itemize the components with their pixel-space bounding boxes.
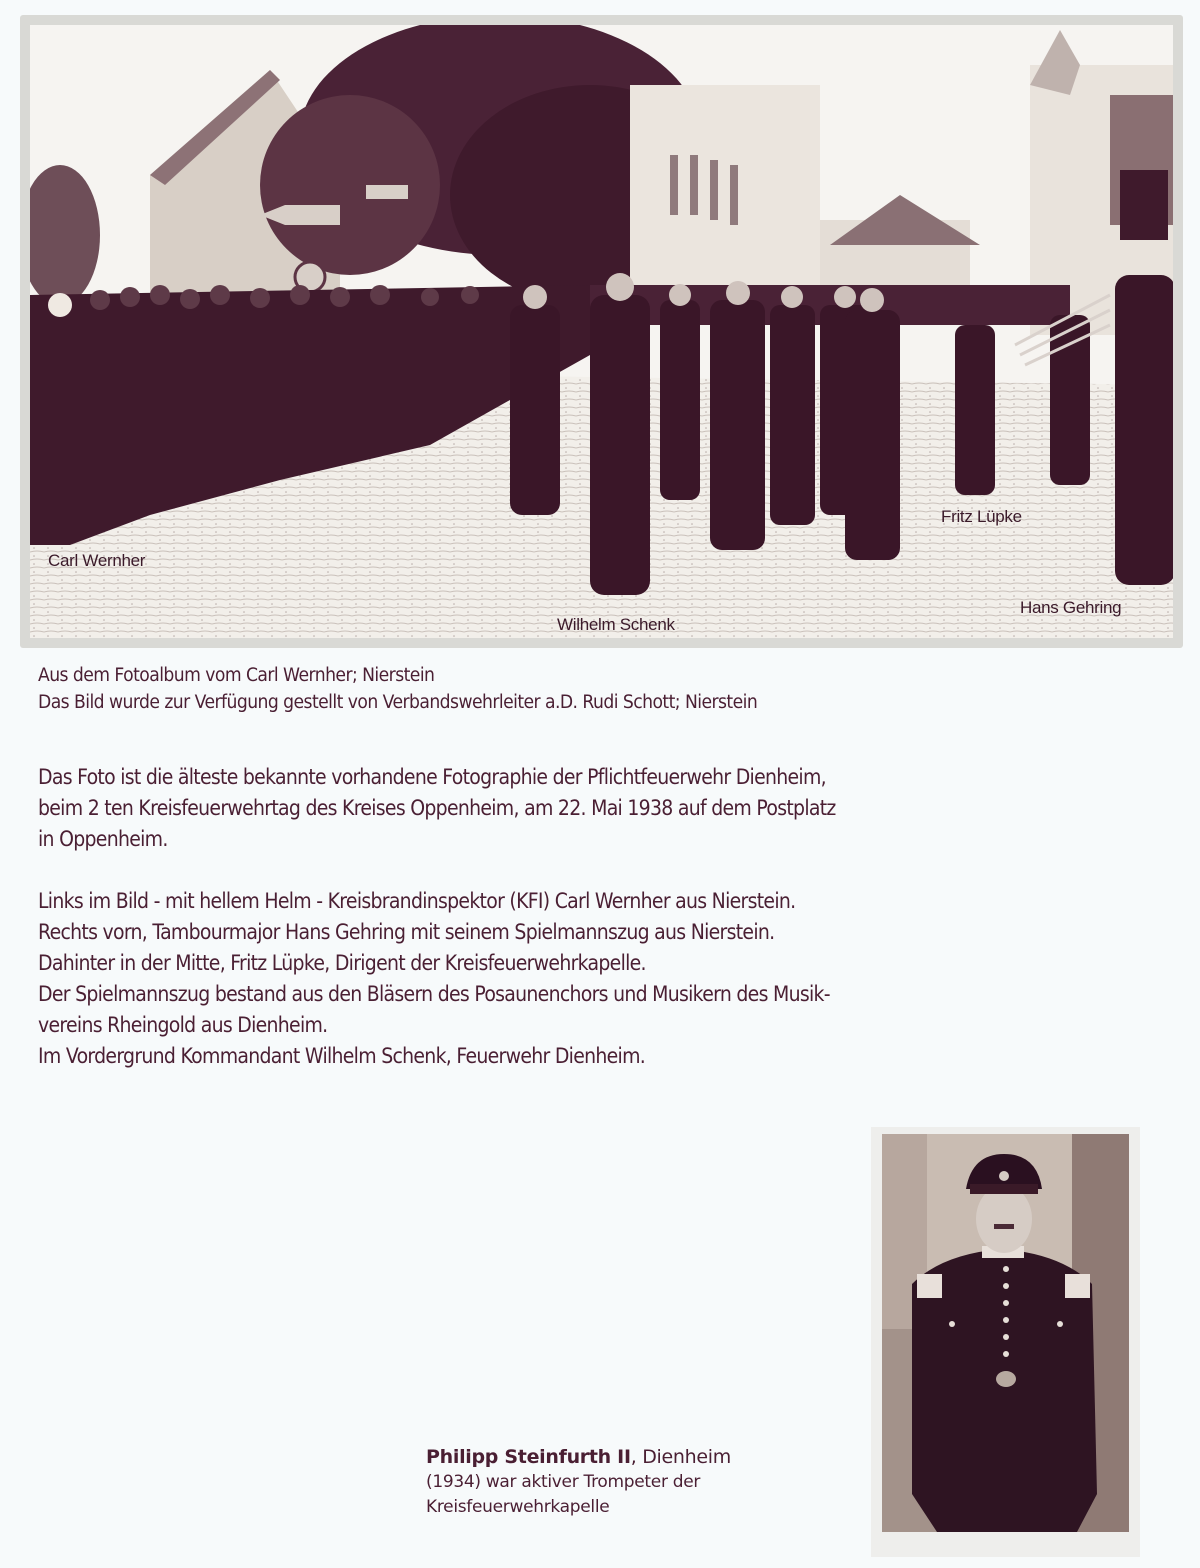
- text-line: Im Vordergrund Kommandant Wilhelm Schenk, Feuerwehr Dienheim.: [38, 1044, 646, 1068]
- photo-description: [38, 762, 836, 1103]
- photo-source-caption: [38, 662, 757, 716]
- label-wilhelm-schenk: Wilhelm Schenk: [557, 615, 675, 634]
- portrait-caption-line-2: (1934) war aktiver Trompeter der: [426, 1472, 701, 1492]
- portrait-person-place: , Dienheim: [630, 1446, 731, 1468]
- portrait-illustration: [882, 1134, 1129, 1532]
- source-line: Aus dem Fotoalbum vom Carl Wernher; Nierstein: [38, 665, 435, 686]
- parade-photo-illustration: [30, 25, 1173, 638]
- main-photo: [30, 25, 1173, 638]
- portrait-caption-line-3: Kreisfeuerwehrkapelle: [426, 1497, 610, 1517]
- label-carl-wernher: Carl Wernher: [48, 551, 146, 570]
- label-fritz-luepke: Fritz Lüpke: [941, 507, 1022, 526]
- text-line: beim 2 ten Kreisfeuerwehrtag des Kreises Oppenheim, am 22. Mai 1938 auf dem Postplatz: [38, 796, 836, 820]
- provided-by-line: Das Bild wurde zur Verfügung gestellt von Verbandswehrleiter a.D. Rudi Schott; Nierstein: [38, 692, 758, 713]
- description-paragraph-2: [38, 886, 836, 1072]
- text-line: Links im Bild - mit hellem Helm - Kreisbrandinspektor (KFI) Carl Wernher aus Nierstein.: [38, 889, 796, 913]
- text-line: vereins Rheingold aus Dienheim.: [38, 1013, 328, 1037]
- portrait-photo: [882, 1134, 1129, 1532]
- portrait-person-name: Philipp Steinfurth II: [426, 1446, 631, 1468]
- text-line: Rechts vorn, Tambourmajor Hans Gehring mit seinem Spielmannszug aus Nierstein.: [38, 920, 775, 944]
- text-line: Dahinter in der Mitte, Fritz Lüpke, Dirigent der Kreisfeuerwehrkapelle.: [38, 951, 646, 975]
- label-hans-gehring: Hans Gehring: [1020, 598, 1122, 617]
- text-line: Der Spielmannszug bestand aus den Bläsern des Posaunenchors und Musikern des Musik-: [38, 982, 830, 1006]
- portrait-caption: [426, 1444, 731, 1520]
- description-paragraph-1: [38, 762, 836, 855]
- text-line: Das Foto ist die älteste bekannte vorhandene Fotographie der Pflichtfeuerwehr Dienheim,: [38, 765, 826, 789]
- text-line: in Oppenheim.: [38, 827, 168, 851]
